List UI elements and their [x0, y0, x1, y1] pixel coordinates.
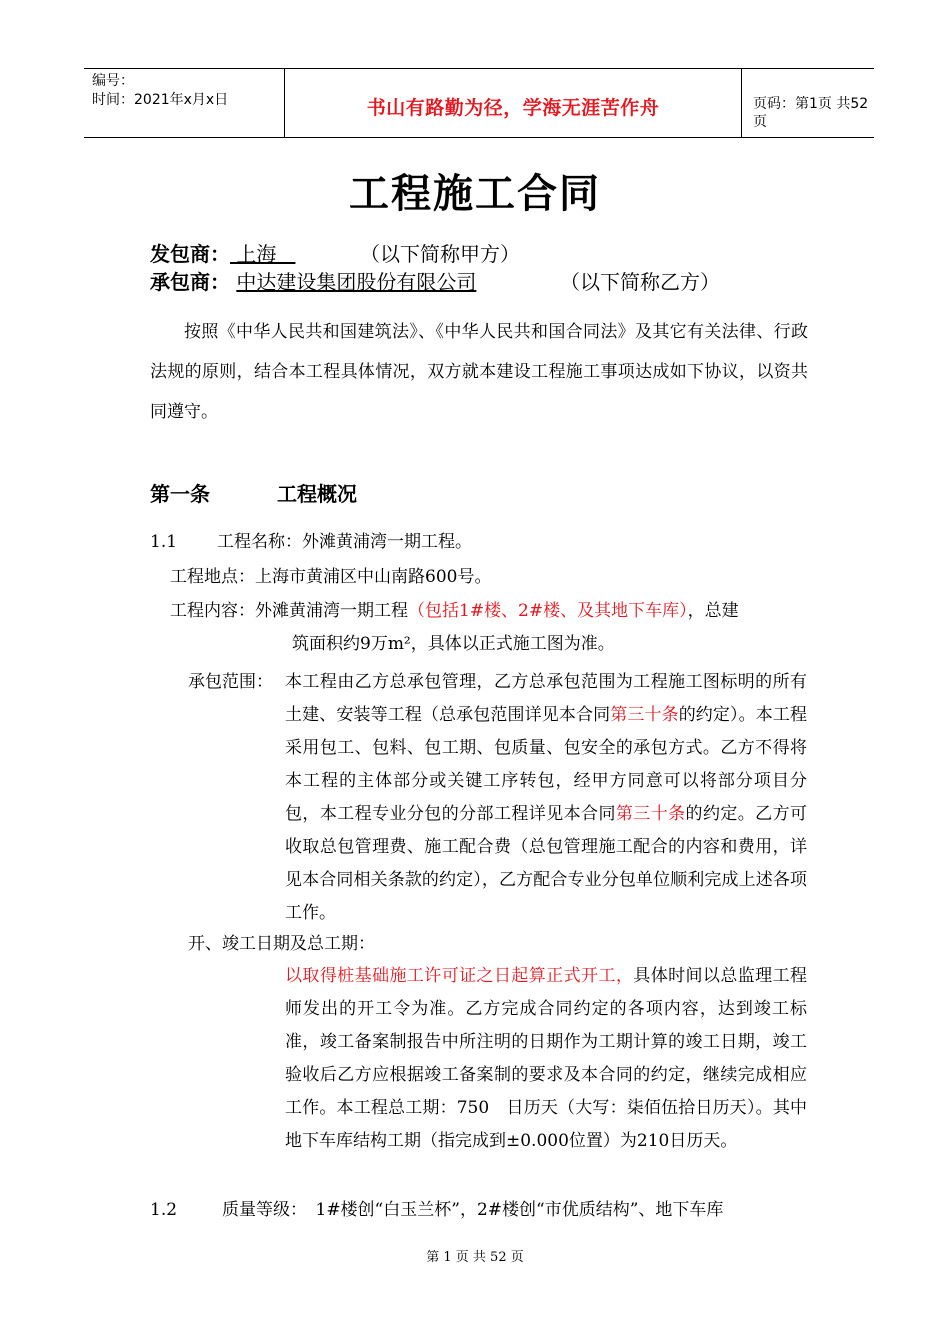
scope-ref-2: 第三十条 — [615, 804, 686, 824]
document-header — [84, 68, 874, 138]
project-content-tail: ，总建 — [687, 601, 739, 621]
employer-value: 上海 — [230, 242, 296, 266]
period-text — [285, 960, 807, 1158]
project-content-label: 工程内容：外滩黄浦湾一期工程 — [170, 601, 408, 621]
header-motto-cell — [284, 69, 742, 137]
section-number: 第一条 — [150, 482, 210, 506]
period-label: 开、竣工日期及总工期： — [188, 934, 375, 954]
section-heading — [150, 478, 357, 507]
contractor-note: （以下简称乙方） — [560, 270, 720, 294]
scope-label: 承包范围： — [188, 672, 273, 692]
header-page-cell — [741, 69, 874, 137]
scope-ref-1: 第三十条 — [610, 705, 679, 725]
scope-text-part2: 的约定）。本工程采用包工、包料、包工期、包质量、包安全的承包方式。乙方不得将本工程的主体部分或关键工序转包，经甲方同意可以将部分项目分包，本工程专业分包的分部工程详见本合同 — [285, 705, 808, 824]
project-area: 筑面积约9万m²，具体以正式施工图为准。 — [292, 634, 615, 654]
project-content-line — [170, 595, 739, 628]
quality-grade: 质量等级： 1#楼创“白玉兰杯”，2#楼创“市优质结构”、地下车库 — [222, 1200, 724, 1220]
clause-number: 1.1 — [150, 532, 178, 552]
project-content-highlight: （包括1#楼、2#楼、及其地下车库） — [408, 601, 688, 621]
contractor-line — [150, 266, 720, 295]
period-details: 具体时间以总监理工程师发出的开工令为准。乙方完成合同约定的各项内容，达到竣工标准，竣工备案制报告中所注明的日期作为工期计算的竣工日期，竣工验收后乙方应根据竣工备案制的要求及本合同的约定，继续完成相应工作。本工程总工期：750 日历天（大写：柒佰伍拾日历天）。其中地下车库结构工期（指完成到±0.000位置）为210日历天。 — [285, 966, 808, 1151]
motto-text: 书山有路勤为径，学海无涯苦作舟 — [366, 97, 660, 119]
page-footer: 第 1 页 共 52 页 — [426, 1250, 524, 1265]
document-date: 时间：2021年x月x日 — [92, 92, 229, 108]
project-name: 工程名称：外滩黄浦湾一期工程。 — [217, 532, 472, 552]
document-title: 工程施工合同 — [349, 171, 601, 217]
employer-label: 发包商： — [150, 242, 230, 266]
intro-paragraph: 按照《中华人民共和国建筑法》、《中华人民共和国合同法》及其它有关法律、行政法规的原则，结合本工程具体情况，双方就本建设工程施工事项达成如下协议，以资共同遵守。 — [150, 322, 808, 422]
employer-line — [150, 238, 520, 267]
contractor-label: 承包商： — [150, 270, 230, 294]
period-start-highlight: 以取得桩基础施工许可证之日起算正式开工， — [285, 966, 634, 986]
project-location: 工程地点：上海市黄浦区中山南路600号。 — [170, 567, 492, 587]
clause-number-1-2: 1.2 — [150, 1200, 178, 1220]
scope-text-part3: 的约定。乙方可收取总包管理费、施工配合费（总包管理施工配合的内容和费用，详见本合同相关条款的约定），乙方配合专业分包单位顺利完成上述各项工作。 — [285, 804, 808, 923]
contractor-value: 中达建设集团股份有限公司 — [236, 270, 477, 294]
page-number: 页码：第1页 共52页 — [753, 96, 869, 130]
employer-note: （以下简称甲方） — [360, 242, 520, 266]
section-title: 工程概况 — [277, 482, 357, 506]
header-meta-cell — [84, 69, 284, 137]
scope-text — [285, 666, 807, 930]
document-number: 编号： — [92, 73, 134, 89]
scope-text-part1: 本工程由乙方总承包管理，乙方总承包范围为工程施工图标明的所有土建、安装等工程（总承包范围详见本合同 — [285, 672, 807, 725]
